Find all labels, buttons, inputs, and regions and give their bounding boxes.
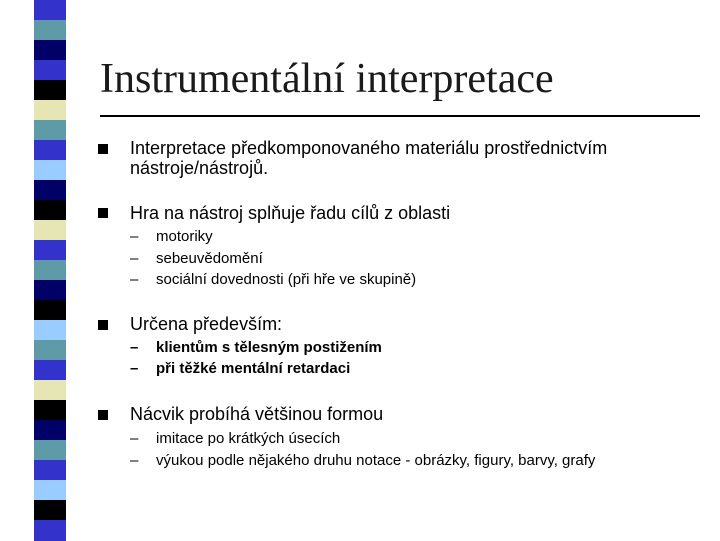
sub-item-text: motoriky [156,228,213,245]
stripe-block [34,80,66,101]
stripe-block [34,400,66,421]
dash: – [130,271,139,288]
sub-item-text: při těžké mentální retardaci [156,360,351,377]
stripe-block [34,360,66,381]
bullet-text: Hra na nástroj splňuje řadu cílů z oblasti [130,203,451,223]
stripe-block [34,240,66,261]
stripe-block [34,120,66,141]
decorative-stripe [34,0,66,540]
sub-item-text: sebeuvědomění [156,250,263,267]
stripe-block [34,200,66,221]
stripe-block [34,100,66,121]
stripe-block [34,300,66,321]
bullet-square-icon [98,410,110,422]
sub-item [130,227,213,246]
sub-item [130,249,263,268]
title-underline [100,115,700,117]
stripe-block [34,140,66,161]
sub-item [130,451,595,470]
dash: – [130,360,139,377]
sub-item [130,338,382,357]
dash: – [130,250,139,267]
stripe-block [34,420,66,441]
sub-item-text: klientům s tělesným postižením [156,339,382,356]
bullet-square-icon [98,320,110,332]
stripe-block [34,260,66,281]
stripe-block [34,160,66,181]
sub-item [130,270,416,289]
sub-item-text: imitace po krátkých úsecích [156,430,341,447]
stripe-block [34,280,66,301]
stripe-block [34,220,66,241]
stripe-block [34,440,66,461]
sub-item [130,359,350,378]
bullet-text: Interpretace předkomponovaného materiálu prostřednictvím nástroje/nástrojů. [130,138,608,178]
stripe-block [34,520,66,541]
bullet-text: Určena především: [130,314,283,334]
dash: – [130,228,139,245]
sub-item [130,429,340,448]
bullet-text: Nácvik probíhá většinou formou [130,404,384,424]
stripe-block [34,460,66,481]
dash: – [130,430,139,447]
dash: – [130,339,139,356]
bullet-square-icon [98,144,110,156]
stripe-block [34,500,66,521]
stripe-block [34,480,66,501]
bullet-square-icon [98,208,110,220]
stripe-block [34,180,66,201]
stripe-block [34,380,66,401]
stripe-block [34,340,66,361]
sub-item-text: výukou podle nějakého druhu notace - obrázky, figury, barvy, grafy [156,452,596,469]
stripe-block [34,320,66,341]
stripe-block [34,20,66,41]
stripe-block [34,40,66,61]
sub-item-text: sociální dovednosti (při hře ve skupině) [156,271,417,288]
stripe-block [34,60,66,81]
stripe-block [34,0,66,21]
slide-title: Instrumentální interpretace [100,56,554,102]
dash: – [130,452,139,469]
